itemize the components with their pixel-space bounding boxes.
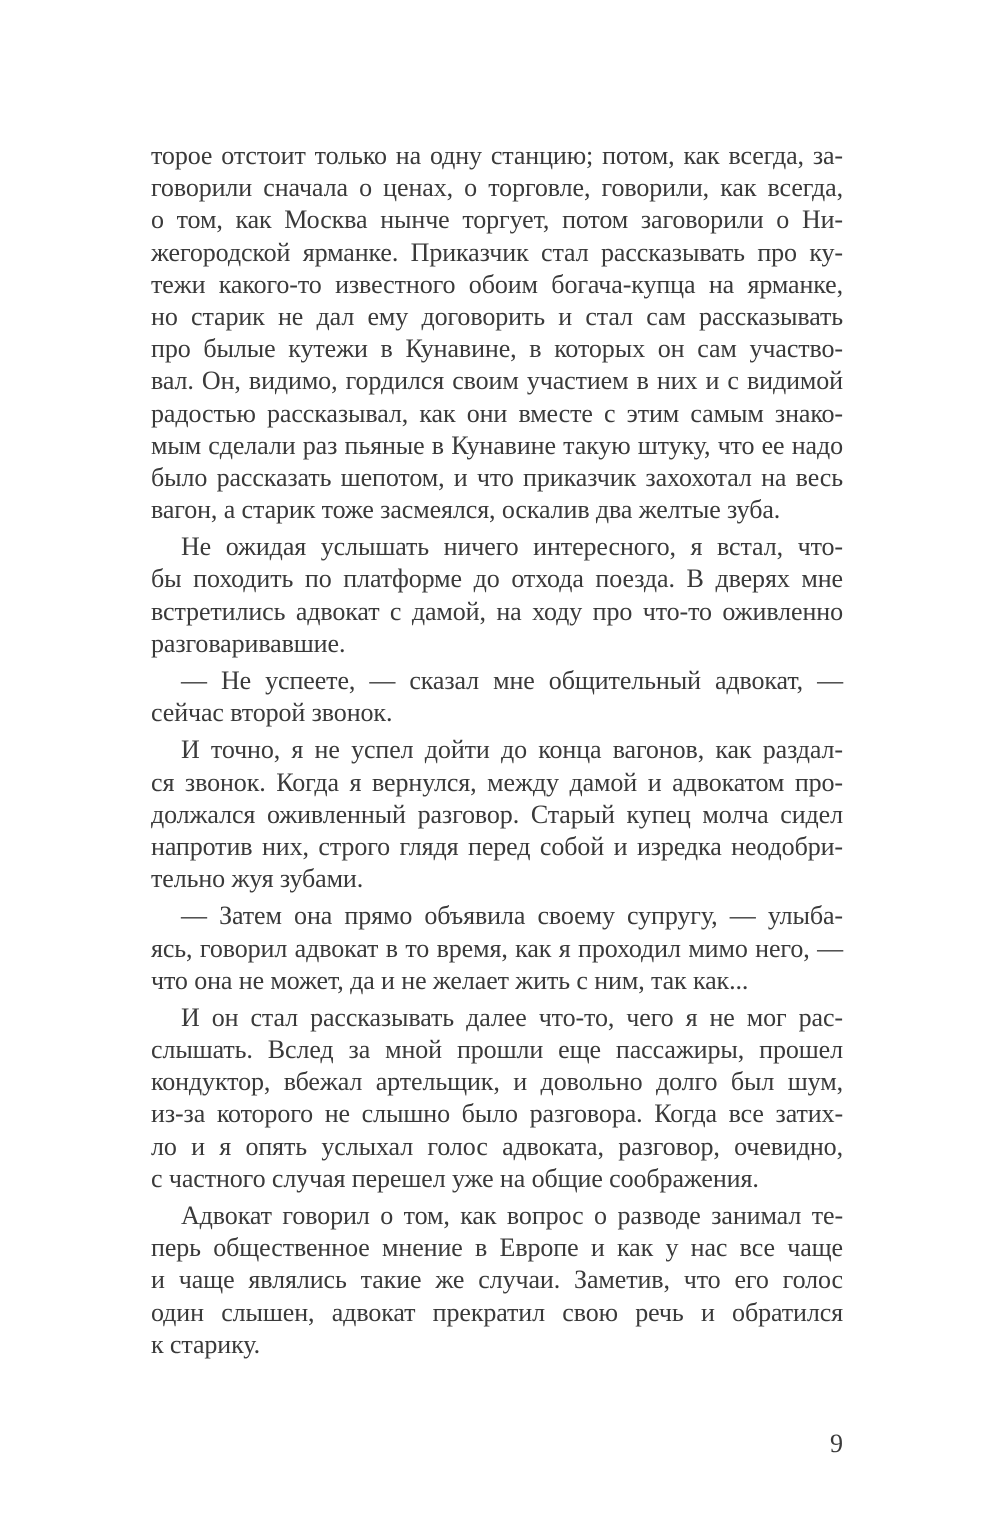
text-line: и чаще являлись такие же случаи. Заметив, что его голос: [151, 1265, 843, 1295]
text-line: к старику.: [151, 1329, 260, 1359]
text-line: встретились адвокат с дамой, на ходу про что-то оживленно: [151, 596, 843, 626]
text-line: напротив них, строго глядя перед собой и изредка неодобри-: [151, 831, 843, 861]
text-line: перь общественное мнение в Европе и как у нас все чаще: [151, 1233, 843, 1263]
text-line: что она не может, да и не желает жить с ним, так как...: [151, 965, 749, 995]
text-line: с частного случая перешел уже на общие соображения.: [151, 1163, 759, 1193]
text-line: про былые кутежи в Кунавине, в которых он сам участво-: [151, 334, 843, 364]
text-line: тежи какого-то известного обоим богача-купца на ярманке,: [151, 269, 843, 299]
text-line: о том, как Москва нынче торгует, потом заговорили о Ни-: [151, 205, 843, 235]
text-line: один слышен, адвокат прекратил свою речь и обратился: [151, 1297, 843, 1327]
text-line: было рассказать шепотом, и что приказчик захохотал на весь: [151, 462, 843, 492]
text-line: жегородской ярманке. Приказчик стал рассказывать про ку-: [151, 237, 843, 267]
text-line: мым сделали раз пьяные в Кунавине такую штуку, что ее надо: [151, 430, 843, 460]
text-line: сейчас второй звонок.: [151, 698, 393, 728]
text-line: торое отстоит только на одну станцию; потом, как всегда, за-: [151, 141, 843, 170]
text-line: Адвокат говорил о том, как вопрос о разводе занимал те-: [181, 1201, 843, 1230]
text-line: — Затем она прямо объявила своему супругу, — улыба-: [181, 901, 843, 931]
text-line: должался оживленный разговор. Старый купец молча сидел: [151, 799, 843, 829]
text-line: тельно жуя зубами.: [151, 864, 364, 894]
text-line: из-за которого не слышно было разговора. Когда все затих-: [151, 1099, 843, 1129]
text-line: Не ожидая услышать ничего интересного, я встал, что-: [181, 532, 843, 562]
text-line: радостью рассказывал, как они вместе с этим самым знако-: [151, 398, 843, 428]
text-line: слышать. Вслед за мной прошли еще пассажиры, прошел: [151, 1035, 843, 1065]
text-line: — Не успеете, — сказал мне общительный адвокат, —: [181, 666, 843, 695]
text-line: бы походить по платформе до отхода поезда. В дверях мне: [151, 564, 843, 594]
text-line: говорили сначала о ценах, о торговле, говорили, как всегда,: [151, 173, 843, 203]
text-line: И он стал рассказывать далее что-то, чего я не мог рас-: [181, 1002, 843, 1032]
text-line: И точно, я не успел дойти до конца вагонов, как раздал-: [181, 735, 843, 765]
text-line: но старик не дал ему договорить и стал сам рассказывать: [151, 301, 843, 331]
text-line: ло и я опять услыхал голос адвоката, разговор, очевидно,: [151, 1131, 843, 1161]
page-number: 9: [830, 1429, 843, 1458]
text-line: ся звонок. Когда я вернулся, между дамой и адвокатом про-: [151, 767, 843, 797]
text-line: ясь, говорил адвокат в то время, как я проходил мимо него, —: [151, 933, 843, 963]
text-line: разговаривавшие.: [151, 628, 346, 658]
text-line: кондуктор, вбежал артельщик, и довольно долго был шум,: [151, 1067, 843, 1097]
text-line: вал. Он, видимо, гордился своим участием в них и с видимой: [151, 366, 843, 396]
text-line: вагон, а старик тоже засмеялся, оскалив два желтые зуба.: [151, 495, 781, 525]
page-text: [151, 140, 843, 1361]
